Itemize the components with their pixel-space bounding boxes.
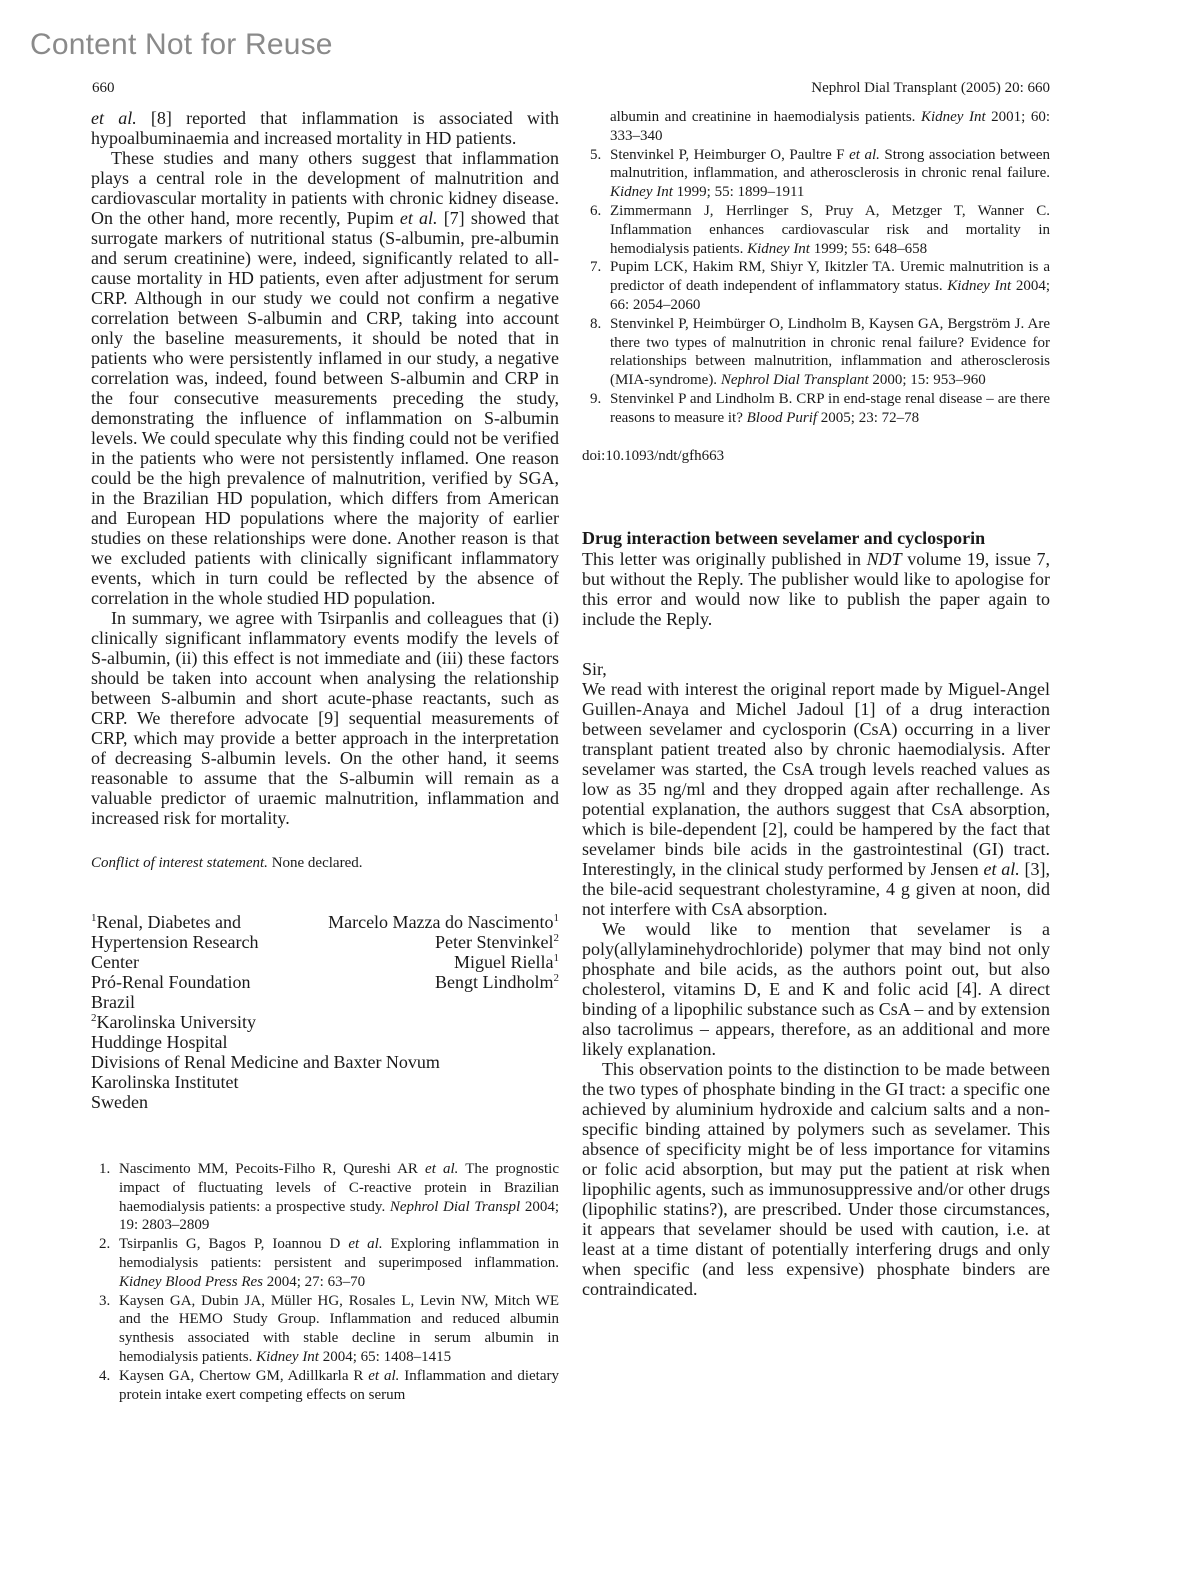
affiliation-line: Brazil — [91, 992, 135, 1012]
reference-item: 9. Stenvinkel P and Lindholm B. CRP in end-stage renal disease – are there reasons to measure it? Blood Purif 2005; 23: 72–78 — [590, 390, 1050, 426]
paragraph-1-text: [8] reported that inflammation is associated with hypoalbuminaemia and increased mortality in HD patients. — [91, 108, 559, 148]
reference-item: 8. Stenvinkel P, Heimbürger O, Lindholm B, Kaysen GA, Bergström J. Are there two types of malnutrition in chronic renal failure? Evidence for relationships between malnutrition, inflammation and atherosclerosis (MIA-syndrome). Nephrol Dial Transplant 2000; 15: 953–960 — [590, 315, 1050, 389]
author-name: Peter Stenvinkel$^2$ — [435, 932, 559, 952]
italic-et-al: et al. — [399, 208, 438, 228]
letter-paragraph-2: We would like to mention that sevelamer is a poly(allylaminehydrochloride) polymer that may bind not only phosphate and bile acids, as the authors point out, but also cholesterol, vitamins D, E and K and folic acid [4]. A direct binding of a lipophilic substance such as CsA – and by extension also tacrolimus – appears, therefore, as an additional and more likely explanation. — [582, 918, 1050, 1059]
coi-label: Conflict of interest statement. — [91, 855, 268, 871]
author-list — [328, 912, 559, 992]
reference-item: 4. Kaysen GA, Chertow GM, Adillkarla R et al. Inflammation and dietary protein intake exert competing effects on serum — [99, 1367, 560, 1403]
paragraph-1 — [91, 108, 559, 148]
reference-list — [582, 146, 1050, 428]
letter-paragraph-3: This observation points to the distinction to be made between the two types of phosphate binding in the GI tract: a specific one achieved by aluminium hydroxide and calcium salts and a non-specific binding attained by polymers such as sevelamer. This absence of specificity might be of less importance for vitamins or folic acid absorption, but may put the patient at risk when lipophilic agents, such as immunosuppressive and/or other drugs (lipophilic statins?), are prescribed. Under those circumstances, it appears that sevelamer should be used with caution, i.e. at least at a time distant of potentially interfering drugs and only when specific (and less expensive) phosphate binders are contraindicated. — [582, 1058, 1050, 1299]
reference-item: 5. Stenvinkel P, Heimburger O, Paultre F et al. Strong association between malnutrition, inflammation, and atherosclerosis in chronic renal failure. Kidney Int 1999; 55: 1899–1911 — [590, 146, 1050, 201]
affiliation-line: Karolinska Institutet — [91, 1072, 239, 1092]
left-column — [91, 108, 559, 1404]
affiliation-line: Sweden — [91, 1092, 148, 1112]
salutation: Sir, — [582, 658, 607, 679]
author-name: Bengt Lindholm$^2$ — [435, 972, 559, 992]
conflict-of-interest — [91, 854, 559, 872]
letter-paragraph-1: We read with interest the original report made by Miguel-Angel Guillen-Anaya and Michel Jadoul [1] of a drug interaction between sevelamer and cyclosporin (CsA) occurring in a liver transplant patient treated also by chronic haemodialysis. After sevelamer was started, the CsA trough levels reached values as low as 35 ng/ml and they dropped again after rechallenge. As potential explanation, the authors suggest that CsA absorption, which is bile-dependent [2], could be hampered by the fact that sevelamer binds bile acids in the gastrointestinal (GI) tract. Interestingly, in the clinical study performed by Jensen et al. [3], the bile-acid sequestrant cholestyramine, 4 g given at noon, did not interfere with CsA absorption. — [582, 678, 1050, 919]
affiliation-line: Pró-Renal Foundation — [91, 972, 251, 992]
affiliation-block — [91, 912, 559, 1112]
reference-continuation: albumin and creatinine in haemodialysis patients. Kidney Int 2001; 60: 333–340 — [610, 109, 1050, 144]
reference-item: 3. Kaysen GA, Dubin JA, Müller HG, Rosales L, Levin NW, Mitch WE and the HEMO Study Group. Inflammation and reduced albumin synthesis associated with stable decline in serum albumin in hemodialysis patients. Kidney Int 2004; 65: 1408–1415 — [99, 1292, 559, 1365]
italic-et-al: et al. — [91, 108, 137, 128]
paragraph-3: In summary, we agree with Tsirpanlis and colleagues that (i) clinically significant inflammatory events modify the levels of S-albumin, (ii) this effect is not immediate and (iii) these factors should be taken into account when analysing the relationship between S-albumin and short acute-phase reactants, such as CRP. We therefore advocate [9] sequential measurements of CRP, which may provide a better approach in the interpretation of decreasing S-albumin levels. On the other hand, it seems reasonable to assume that the S-albumin will remain as a valuable predictor of uraemic malnutrition, inflammation and increased risk for mortality. — [91, 608, 559, 828]
doi-link[interactable]: doi:10.1093/ndt/gfh663 — [582, 447, 725, 464]
page-number: 660 — [92, 80, 115, 96]
watermark: Content Not for Reuse — [30, 28, 333, 61]
reference-item: 1. Nascimento MM, Pecoits-Filho R, Qureshi AR et al. The prognostic impact of fluctuating levels of C-reactive protein in Brazilian haemodialysis patients: a prospective study. Nephrol Dial Transpl 2004; 19: 2803–2809 — [99, 1161, 559, 1234]
reference-item: 2. Tsirpanlis G, Bagos P, Ioannou D et al. Exploring inflammation in hemodialysis patients: persistent and superimposed inflammation. Kidney Blood Press Res 2004; 27: 63–70 — [99, 1236, 559, 1290]
reference-item: 6. Zimmermann J, Herrlinger S, Pruy A, Metzger T, Wanner C. Inflammation enhances cardiovascular risk and mortality in hemodialysis patients. Kidney Int 1999; 55: 648–658 — [590, 202, 1050, 257]
affiliation-line: Huddinge Hospital — [91, 1032, 228, 1052]
author-name: Miguel Riella$^1$ — [454, 952, 559, 972]
reference-item: 7. Pupim LCK, Hakim RM, Shiyr Y, Ikitzler TA. Uremic malnutrition is a predictor of death independent of inflammatory status. Kidney Int 2004; 66: 2054–2060 — [590, 259, 1050, 313]
affiliation-line: $^2$Karolinska University — [91, 1012, 256, 1032]
right-column — [582, 108, 1050, 1299]
coi-text: None declared. — [267, 855, 363, 871]
affiliation-line: Divisions of Renal Medicine and Baxter Novum — [91, 1052, 440, 1072]
affiliation-line: Hypertension Research — [91, 932, 259, 952]
reference-list — [91, 1160, 559, 1404]
running-head: Nephrol Dial Transplant (2005) 20: 660 — [811, 80, 1050, 96]
paragraph-2-text-b: [7] showed that surrogate markers of nutritional status (S-albumin, pre-albumin and serum creatinine) were, indeed, significantly related to all-cause mortality in HD patients, even after adjustment for serum CRP. Although in our study we could not confirm a negative correlation between S-albumin and CRP, taking into account only the baseline measurements, it should be noted that in patients who were persistently inflamed in our study, a negative correlation was, indeed, found between S-albumin and CRP in the four consecutive measurements preceding the study, demonstrating the influence of inflammation on S-albumin levels. We could speculate why this finding could not be verified in the patients who were not persistently inflamed. One reason could be the high prevalence of malnutrition, verified by SGA, in the Brazilian HD population, which differs from American and European HD populations where the majority of earlier studies on these relationships were done. Another reason is that we excluded patients with clinically significant inflammatory events, which in turn could be reflected by the absence of correlation in the whole studied HD population. — [91, 208, 559, 608]
affiliation-line: Center — [91, 952, 139, 972]
paragraph-2 — [91, 148, 559, 608]
publisher-note: This letter was originally published in NDT volume 19, issue 7, but without the Reply. The publisher would like to apologise for this error and would now like to publish the paper again to include the Reply. — [582, 548, 1050, 629]
article-title: Drug interaction between sevelamer and cyclosporin — [582, 527, 986, 548]
paragraph-2-text-a: These studies and many others suggest that inflammation plays a central role in the development of malnutrition and cardiovascular mortality in patients with chronic kidney disease. On the other hand, more recently, Pupim — [91, 148, 559, 228]
affiliation-line: $^1$Renal, Diabetes and — [91, 912, 241, 932]
author-name: Marcelo Mazza do Nascimento$^1$ — [328, 912, 559, 932]
